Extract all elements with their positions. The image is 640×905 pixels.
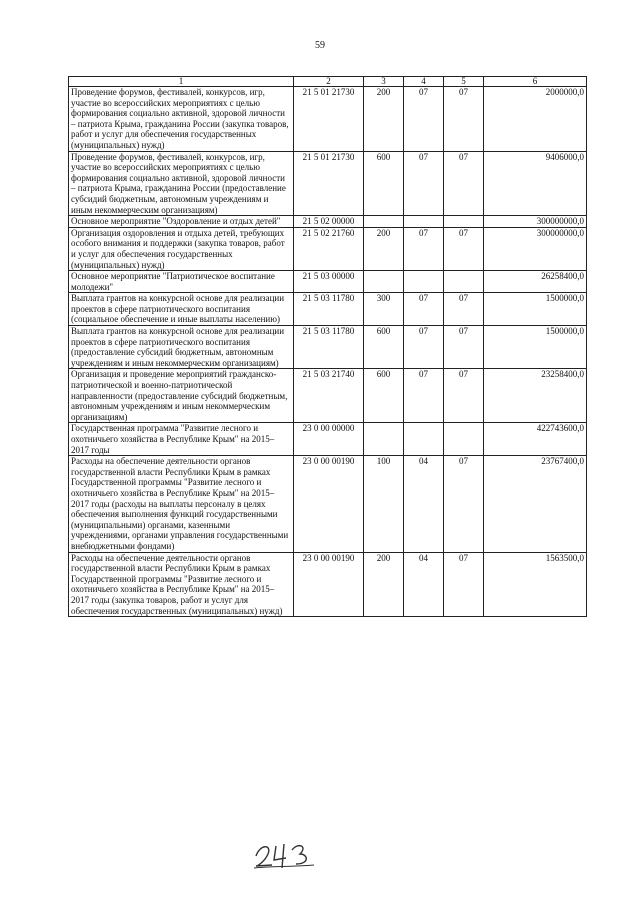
row-subsection: 07 xyxy=(444,151,484,216)
row-code: 21 5 02 21760 xyxy=(294,227,364,270)
row-subsection xyxy=(444,216,484,228)
header-cell: 2 xyxy=(294,77,364,87)
table-row xyxy=(69,456,587,552)
table-row xyxy=(69,293,587,326)
row-name: Проведение форумов, фестивалей, конкурсов, игр, участие во всероссийских мероприятиях с целью формирования социально активной, здоровой личности – патриота Крыма, гражданина России (предоставление субсидий бюджетным, автономным учреждениям и иным некоммерческим организациям) xyxy=(69,151,294,216)
header-cell: 1 xyxy=(69,77,294,87)
table-row xyxy=(69,87,587,152)
row-code: 21 5 03 21740 xyxy=(294,369,364,423)
table-row xyxy=(69,216,587,228)
row-subsection: 07 xyxy=(444,456,484,552)
row-name: Проведение форумов, фестивалей, конкурсов, игр, участие во всероссийских мероприятиях с целью формирования социально активной, здоровой личности – патриота Крыма, гражданина России (закупка товаров, работ и услуг для обеспечения государственных (муниципальных) нужд) xyxy=(69,87,294,152)
row-code: 21 5 01 21730 xyxy=(294,87,364,152)
header-cell: 4 xyxy=(404,77,444,87)
header-row xyxy=(69,77,587,87)
row-expense-type xyxy=(364,216,404,228)
row-subsection: 07 xyxy=(444,87,484,152)
row-section xyxy=(404,423,444,456)
header-cell: 3 xyxy=(364,77,404,87)
row-section: 04 xyxy=(404,552,444,617)
row-amount: 300000000,0 xyxy=(484,227,587,270)
header-cell: 5 xyxy=(444,77,484,87)
table-row xyxy=(69,227,587,270)
row-amount: 23258400,0 xyxy=(484,369,587,423)
row-name: Расходы на обеспечение деятельности органов государственной власти Республики Крым в рамках Государственной программы "Развитие лесного и охотничьего хозяйства в Республике Крым" на 2015–2017 годы (расходы на выплаты персоналу в целях обеспечения выполнения функций государственными (муниципальными) органами, казенными учреждениями, органами управления государственными внебюджетными фондами) xyxy=(69,456,294,552)
row-amount: 9406000,0 xyxy=(484,151,587,216)
row-section: 07 xyxy=(404,227,444,270)
row-code: 21 5 02 00000 xyxy=(294,216,364,228)
row-section xyxy=(404,271,444,293)
row-subsection: 07 xyxy=(444,293,484,326)
row-subsection xyxy=(444,423,484,456)
row-expense-type: 100 xyxy=(364,456,404,552)
table-row xyxy=(69,423,587,456)
row-code: 21 5 03 11780 xyxy=(294,293,364,326)
row-amount: 1563500,0 xyxy=(484,552,587,617)
row-section xyxy=(404,216,444,228)
row-name: Основное мероприятие "Оздоровление и отдых детей" xyxy=(69,216,294,228)
row-section: 04 xyxy=(404,456,444,552)
row-name: Государственная программа "Развитие лесного и охотничьего хозяйства в Республике Крым" на 2015–2017 годы xyxy=(69,423,294,456)
row-expense-type: 200 xyxy=(364,552,404,617)
row-name: Выплата грантов на конкурсной основе для реализации проектов в сфере патриотического воспитания (предоставление субсидий бюджетным, автономным учреждениям и иным некоммерческим организациям) xyxy=(69,326,294,369)
row-amount: 2000000,0 xyxy=(484,87,587,152)
row-expense-type: 600 xyxy=(364,151,404,216)
row-name: Расходы на обеспечение деятельности органов государственной власти Республики Крым в рамках Государственной программы "Развитие лесного и охотничьего хозяйства в Республике Крым" на 2015–2017 годы (закупка товаров, работ и услуг для обеспечения государственных (муниципальных) нужд) xyxy=(69,552,294,617)
row-code: 23 0 00 00000 xyxy=(294,423,364,456)
row-amount: 1500000,0 xyxy=(484,293,587,326)
table-row xyxy=(69,326,587,369)
page-number: 59 xyxy=(315,40,325,51)
row-expense-type: 600 xyxy=(364,326,404,369)
row-subsection: 07 xyxy=(444,552,484,617)
row-amount: 422743600,0 xyxy=(484,423,587,456)
header-cell: 6 xyxy=(484,77,587,87)
row-section: 07 xyxy=(404,87,444,152)
row-name: Организация и проведение мероприятий гражданско-патриотической и военно-патриотической направленности (предоставление субсидий бюджетным, автономным учреждениям и иным некоммерческим организациям) xyxy=(69,369,294,423)
row-subsection: 07 xyxy=(444,227,484,270)
row-amount: 1500000,0 xyxy=(484,326,587,369)
budget-table xyxy=(68,76,587,617)
row-name: Выплата грантов на конкурсной основе для реализации проектов в сфере патриотического воспитания (социальное обеспечение и иные выплаты населению) xyxy=(69,293,294,326)
row-amount: 26258400,0 xyxy=(484,271,587,293)
row-name: Организация оздоровления и отдыха детей, требующих особого внимания и поддержки (закупка товаров, работ и услуг для обеспечения государственных (муниципальных) нужд) xyxy=(69,227,294,270)
row-name: Основное мероприятие "Патриотическое воспитание молодежи" xyxy=(69,271,294,293)
row-code: 21 5 03 11780 xyxy=(294,326,364,369)
row-section: 07 xyxy=(404,293,444,326)
row-expense-type: 600 xyxy=(364,369,404,423)
row-expense-type: 200 xyxy=(364,227,404,270)
row-subsection: 07 xyxy=(444,326,484,369)
row-code: 23 0 00 00190 xyxy=(294,552,364,617)
row-section: 07 xyxy=(404,369,444,423)
row-amount: 23767400,0 xyxy=(484,456,587,552)
row-expense-type xyxy=(364,271,404,293)
handwritten-signature xyxy=(250,836,320,870)
row-subsection xyxy=(444,271,484,293)
table-row xyxy=(69,369,587,423)
row-expense-type: 300 xyxy=(364,293,404,326)
row-section: 07 xyxy=(404,151,444,216)
row-section: 07 xyxy=(404,326,444,369)
table-row xyxy=(69,552,587,617)
table-row xyxy=(69,271,587,293)
row-code: 21 5 01 21730 xyxy=(294,151,364,216)
row-expense-type: 200 xyxy=(364,87,404,152)
row-subsection: 07 xyxy=(444,369,484,423)
row-code: 23 0 00 00190 xyxy=(294,456,364,552)
row-amount: 300000000,0 xyxy=(484,216,587,228)
row-expense-type xyxy=(364,423,404,456)
row-code: 21 5 03 00000 xyxy=(294,271,364,293)
table-row xyxy=(69,151,587,216)
